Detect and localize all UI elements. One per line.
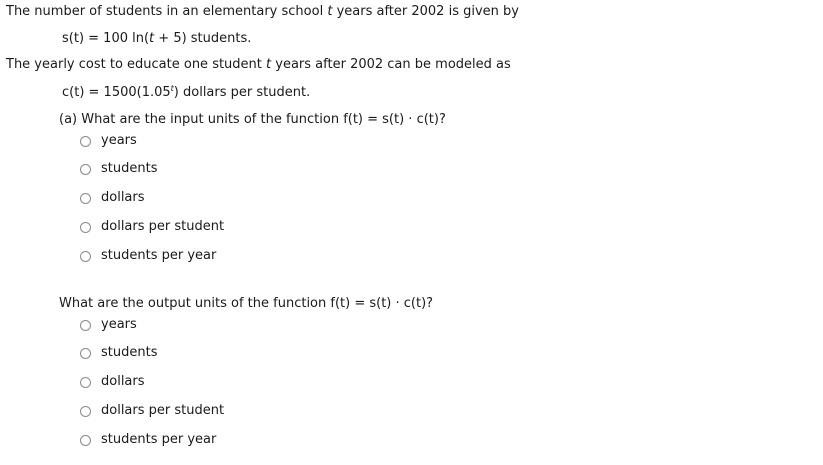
question-b-text: What are the output units of the function <box>59 296 331 311</box>
option-label: dollars per student <box>101 403 225 418</box>
option-label: students per year <box>101 248 217 263</box>
radio-icon[interactable] <box>80 320 91 331</box>
intro-line-2-text: The yearly cost to educate one student <box>6 57 267 72</box>
radio-icon[interactable] <box>80 193 91 204</box>
radio-icon[interactable] <box>80 222 91 233</box>
question-b-option-dollars-per-student[interactable] <box>80 402 224 420</box>
option-label: students <box>101 161 158 176</box>
radio-icon[interactable] <box>80 348 91 359</box>
equation-s-var: t <box>149 31 155 46</box>
intro-line-1-text-end: years after 2002 is given by <box>332 4 519 19</box>
radio-icon[interactable] <box>80 406 91 417</box>
question-a-option-years[interactable] <box>80 132 137 150</box>
radio-icon[interactable] <box>80 164 91 175</box>
radio-icon[interactable] <box>80 435 91 446</box>
equation-s-text-end: + 5) students. <box>154 31 252 46</box>
question-b-option-years[interactable] <box>80 316 137 334</box>
option-label: dollars per student <box>101 219 225 234</box>
question-b-option-students[interactable] <box>80 344 157 362</box>
question-a-option-dollars[interactable] <box>80 189 145 207</box>
question-a-option-students[interactable] <box>80 160 157 178</box>
question-a-option-dollars-per-student[interactable] <box>80 218 224 236</box>
radio-icon[interactable] <box>80 377 91 388</box>
intro-line-1 <box>6 4 519 20</box>
intro-line-2-text-end: years after 2002 can be modeled as <box>271 57 511 72</box>
option-label: dollars <box>101 374 145 389</box>
question-a-text: (a) What are the input units of the function <box>59 112 344 127</box>
question-a-option-students-per-year[interactable] <box>80 247 216 265</box>
intro-line-2-var: t <box>266 57 272 72</box>
option-label: dollars <box>101 190 145 205</box>
option-label: years <box>101 317 137 332</box>
question-a-prompt <box>59 112 446 128</box>
question-b-prompt <box>59 296 433 312</box>
question-b-option-dollars[interactable] <box>80 373 145 391</box>
intro-line-2 <box>6 57 511 73</box>
equation-c-exponent: t <box>170 84 174 93</box>
question-b-option-students-per-year[interactable] <box>80 431 216 449</box>
question-b-function: f(t) = s(t) · c(t)? <box>330 296 434 311</box>
question-a-function: f(t) = s(t) · c(t)? <box>343 112 446 127</box>
equation-c <box>62 85 310 101</box>
option-label: students <box>101 345 158 360</box>
intro-line-1-text: The number of students in an elementary school <box>6 4 328 19</box>
equation-c-text: c(t) = 1500(1.05 <box>62 85 171 100</box>
radio-icon[interactable] <box>80 136 91 147</box>
equation-c-text-end: ) dollars per student. <box>173 85 311 100</box>
equation-s <box>62 31 251 47</box>
intro-line-1-var: t <box>327 4 333 19</box>
option-label: students per year <box>101 432 217 447</box>
option-label: years <box>101 133 137 148</box>
equation-s-text: s(t) = 100 ln( <box>62 31 150 46</box>
radio-icon[interactable] <box>80 251 91 262</box>
